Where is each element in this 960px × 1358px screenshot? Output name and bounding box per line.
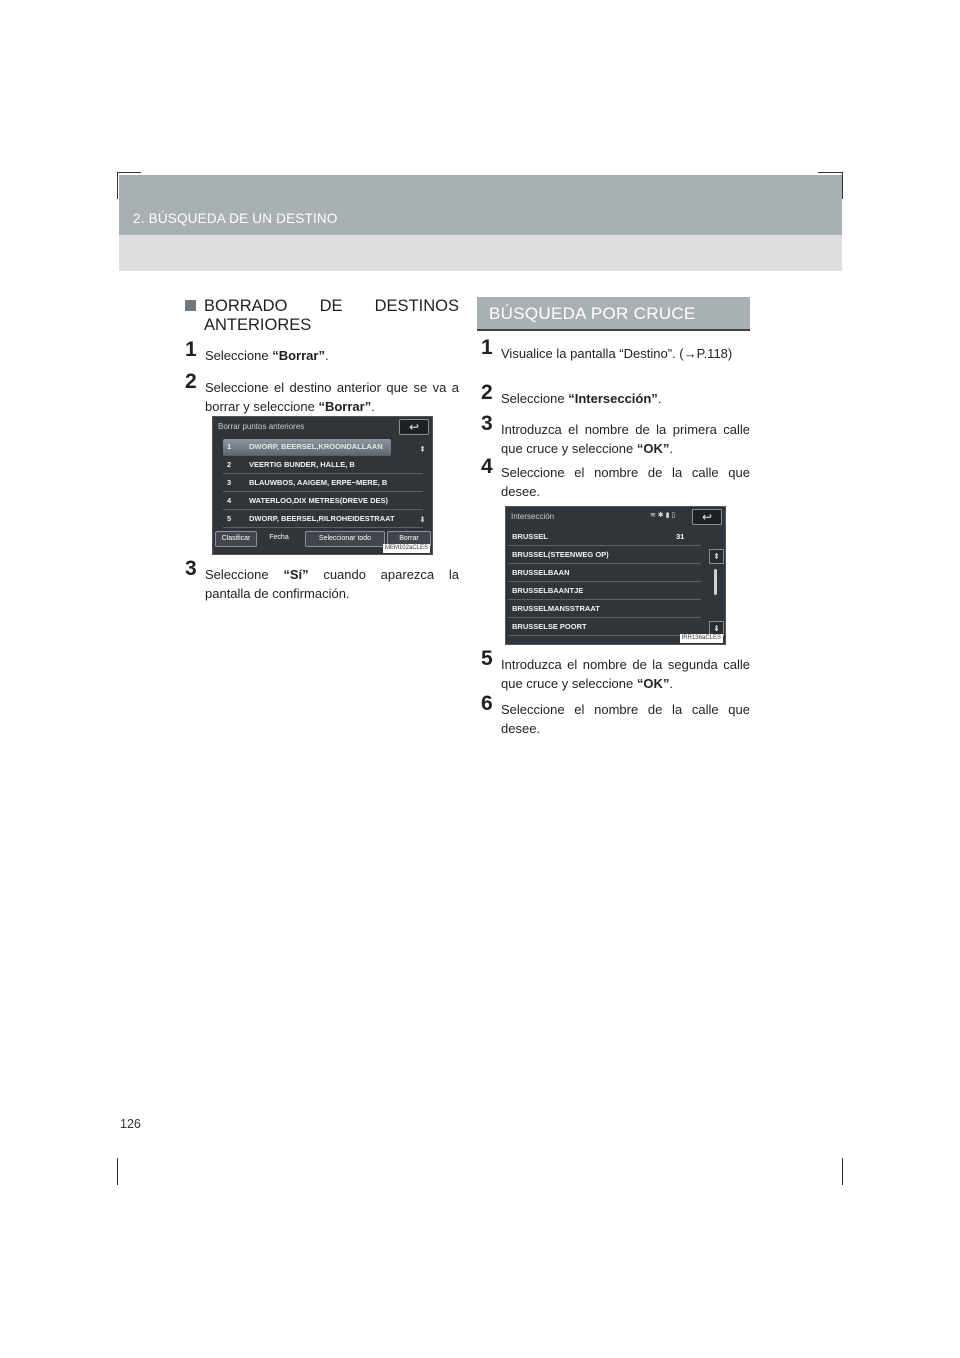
crop-mark bbox=[117, 172, 118, 199]
step-number: 1 bbox=[185, 338, 197, 361]
subheading-word: DESTINOS bbox=[374, 297, 459, 315]
step-keyword: “OK” bbox=[636, 441, 670, 456]
back-icon[interactable]: ↩ bbox=[692, 509, 722, 525]
step-number: 2 bbox=[481, 381, 493, 404]
subheading-word: DE bbox=[319, 297, 343, 315]
step-text: Seleccione el nombre de la calle que desee. bbox=[501, 465, 750, 499]
select-all-button[interactable]: Seleccionar todo bbox=[305, 531, 385, 547]
list-item[interactable]: BRUSSEL 31 bbox=[508, 529, 701, 546]
crop-mark bbox=[842, 1158, 843, 1185]
list-item[interactable]: BRUSSELBAAN bbox=[508, 565, 701, 582]
crop-mark bbox=[818, 172, 842, 173]
crop-mark bbox=[117, 1158, 118, 1185]
step-text: Seleccione bbox=[501, 391, 569, 406]
list-item[interactable]: 3 BLAUWBOS, AAIGEM, ERPE−MERE, B bbox=[223, 475, 423, 492]
screen-title: Borrar puntos anteriores bbox=[218, 422, 305, 431]
step-number: 2 bbox=[185, 370, 197, 393]
step-number: 1 bbox=[481, 336, 493, 359]
scroll-down-icon[interactable]: ⇟ bbox=[709, 621, 724, 636]
scroll-down-icon[interactable]: ⇟ bbox=[419, 515, 426, 524]
screenshot-intersection bbox=[505, 506, 726, 645]
subheading-word: BORRADO bbox=[204, 297, 288, 315]
heading-rule bbox=[477, 329, 750, 331]
step-keyword: “Intersección” bbox=[568, 391, 658, 406]
step-number: 5 bbox=[481, 647, 493, 670]
scrollbar-thumb[interactable] bbox=[714, 569, 717, 595]
page-number: 126 bbox=[120, 1117, 141, 1131]
subheading-line2: ANTERIORES bbox=[204, 316, 312, 334]
header-bar bbox=[119, 175, 842, 235]
section-heading-text: BÚSQUEDA POR CRUCE bbox=[489, 304, 696, 323]
list-item[interactable]: BRUSSELMANSSTRAAT bbox=[508, 601, 701, 618]
image-code: MEM102aCLES bbox=[384, 545, 428, 551]
list-item[interactable]: BRUSSELBAANTJE bbox=[508, 583, 701, 600]
step-text: Seleccione el nombre de la calle que desee. bbox=[501, 702, 750, 736]
back-icon[interactable]: ↩ bbox=[399, 419, 429, 435]
section-heading bbox=[477, 297, 750, 331]
step-text: Seleccione bbox=[205, 348, 273, 363]
step-keyword: “Borrar” bbox=[318, 399, 372, 414]
square-bullet-icon bbox=[185, 300, 196, 311]
step-text: Seleccione bbox=[205, 567, 284, 582]
date-button[interactable]: Fecha bbox=[269, 534, 289, 541]
step-number: 6 bbox=[481, 692, 493, 715]
step-keyword: “Borrar” bbox=[272, 348, 325, 363]
step-text: Seleccione el destino anterior que se va a borrar y seleccione bbox=[205, 380, 459, 414]
step-text: Visualice la pantalla “Destino”. (→P.118) bbox=[501, 346, 733, 361]
list-item[interactable]: BRUSSEL(STEENWEG OP) bbox=[508, 547, 701, 564]
list-item[interactable]: BRUSSELSE POORT bbox=[508, 619, 701, 636]
match-count: 31 bbox=[676, 532, 685, 541]
delete-button[interactable]: Borrar bbox=[387, 531, 431, 547]
list-item[interactable]: 1 DWORP, BEERSEL,KROONDALLAAN bbox=[223, 439, 391, 456]
section-title: 2. BÚSQUEDA DE UN DESTINO bbox=[133, 211, 338, 226]
step-keyword: “Sí” bbox=[283, 567, 309, 582]
crop-mark bbox=[842, 172, 843, 199]
status-icons: ≋ ✱ ▮ ▯ bbox=[650, 512, 676, 519]
list-item[interactable]: 5 DWORP, BEERSEL,RILROHEIDESTRAAT bbox=[223, 511, 423, 528]
step-keyword: “OK” bbox=[636, 676, 670, 691]
step-text: Introduzca el nombre de la primera calle que cruce y seleccione bbox=[501, 422, 750, 456]
image-code: IRR136aCLES bbox=[681, 635, 721, 641]
list-item[interactable]: 2 VEERTIG BUNDER, HALLE, B bbox=[223, 457, 423, 474]
scroll-up-icon[interactable]: ⇞ bbox=[419, 445, 426, 454]
list-item[interactable]: 4 WATERLOO,DIX METRES(DREVE DES) bbox=[223, 493, 423, 510]
scroll-up-icon[interactable]: ⇞ bbox=[709, 549, 724, 564]
step-number: 3 bbox=[481, 412, 493, 435]
sort-button[interactable]: Clasificar bbox=[215, 531, 257, 547]
step-text: Introduzca el nombre de la segunda calle que cruce y seleccione bbox=[501, 657, 750, 691]
screenshot-delete-destinations bbox=[212, 416, 433, 555]
crop-mark bbox=[117, 172, 141, 173]
step-number: 3 bbox=[185, 557, 197, 580]
screen-title: Intersección bbox=[511, 512, 555, 521]
step-number: 4 bbox=[481, 455, 493, 478]
